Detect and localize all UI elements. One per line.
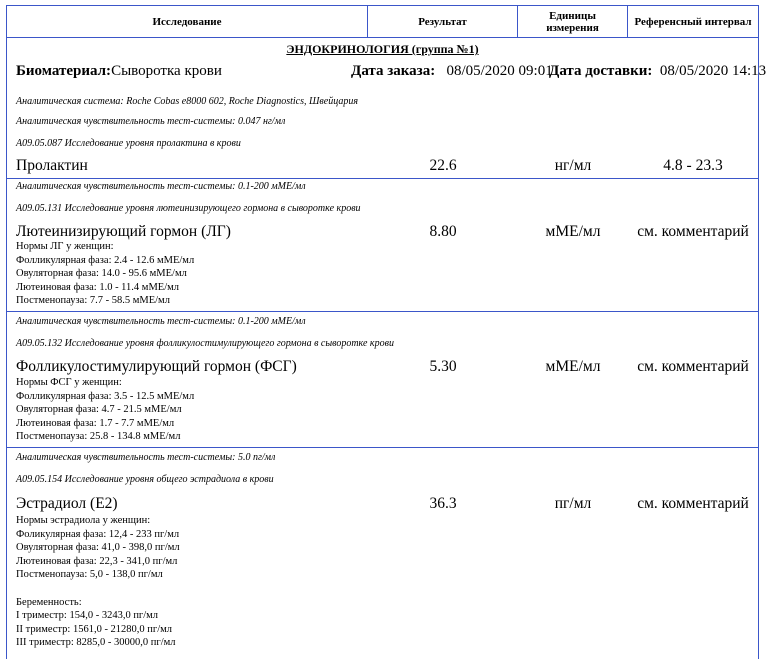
column-header-reference [628, 6, 758, 38]
note-line: Овуляторная фаза: 14.0 - 95.6 мМЕ/мл [16, 268, 187, 280]
test-code: A09.05.132 Исследование уровня фолликулостимулирующего гормона в сыворотке крови [16, 338, 394, 349]
header-reference-label: Референсный интервал [634, 15, 752, 28]
test-unit: пг/мл [554, 495, 592, 512]
analytic-system: Аналитическая система: Roche Cobas e8000 602, Roche Diagnostics, Швейцария [16, 96, 358, 107]
note-line: Постменопауза: 7.7 - 58.5 мМЕ/мл [16, 295, 170, 307]
header-units-line2: измерения [546, 21, 599, 34]
test-sensitivity: Аналитическая чувствительность тест-системы: 5.0 пг/мл [16, 452, 276, 463]
test-reference: 4.8 - 23.3 [663, 157, 723, 174]
note-line: I триместр: 154,0 - 3243,0 пг/мл [16, 610, 159, 622]
note-line: Лютеиновая фаза: 1.7 - 7.7 мМЕ/мл [16, 417, 175, 429]
note-line: Нормы ФСГ у женщин: [16, 377, 122, 388]
note-line: Беременность: [16, 596, 82, 608]
test-result-value: 8.80 [429, 223, 457, 240]
test-reference: см. комментарий [637, 223, 749, 240]
test-unit: мМЕ/мл [545, 358, 601, 375]
delivery-date-label: Дата доставки: [549, 63, 653, 79]
header-units-line1: Единицы [549, 9, 596, 22]
test-sensitivity: Аналитическая чувствительность тест-системы: 0.047 нг/мл [16, 116, 286, 127]
test-result-value: 5.30 [429, 358, 457, 375]
test-code: A09.05.131 Исследование уровня лютеинизирующего гормона в сыворотке крови [16, 203, 361, 214]
lab-report-table [6, 5, 767, 659]
group-title: ЭНДОКРИНОЛОГИЯ (группа №1) [286, 42, 479, 56]
test-notes [16, 376, 194, 444]
test-sensitivity: Аналитическая чувствительность тест-системы: 0.1-200 мМЕ/мл [16, 316, 306, 327]
note-line: III триместр: 8285,0 - 30000,0 пг/мл [16, 637, 176, 649]
note-line: Фолликулярная фаза: 2.4 - 12.6 мМЕ/мл [16, 254, 195, 266]
note-line: Фолликулярная фаза: 3.5 - 12.5 мМЕ/мл [16, 390, 195, 402]
header-units-label [546, 10, 599, 34]
header-result-label: Результат [418, 15, 467, 28]
test-name: Фолликулостимулирующий гормон (ФСГ) [16, 358, 297, 375]
column-header-study [7, 6, 368, 38]
column-header-result [368, 6, 518, 38]
test-notes [16, 514, 180, 650]
test-name: Лютеинизирующий гормон (ЛГ) [16, 223, 231, 240]
biomaterial-value: Сыворотка крови [111, 63, 222, 79]
order-date-label: Дата заказа: [351, 63, 436, 79]
header-study-label: Исследование [152, 15, 222, 28]
row-divider [7, 178, 758, 179]
delivery-date-value: 08/05/2020 14:13 [659, 63, 767, 79]
biomaterial [16, 63, 222, 80]
order-date [351, 63, 553, 80]
note-line: Нормы ЛГ у женщин: [16, 241, 114, 252]
row-divider [7, 311, 758, 312]
order-date-value: 08/05/2020 09:01 [446, 63, 553, 79]
note-line: Постменопауза: 25.8 - 134.8 мМЕ/мл [16, 431, 181, 443]
biomaterial-label: Биоматериал: [16, 63, 112, 79]
note-line: Постменопауза: 5,0 - 138,0 пг/мл [16, 569, 163, 581]
test-result-value: 36.3 [429, 495, 457, 512]
note-line: Лютеиновая фаза: 1.0 - 11.4 мМЕ/мл [16, 281, 179, 293]
note-line: Овуляторная фаза: 4.7 - 21.5 мМЕ/мл [16, 404, 182, 416]
test-reference: см. комментарий [637, 495, 749, 512]
note-line: Фоликулярная фаза: 12,4 - 233 пг/мл [16, 528, 180, 540]
test-unit: нг/мл [554, 157, 592, 174]
test-unit: мМЕ/мл [545, 223, 601, 240]
test-name: Пролактин [16, 157, 88, 174]
row-divider [7, 447, 758, 448]
test-sensitivity: Аналитическая чувствительность тест-системы: 0.1-200 мМЕ/мл [16, 181, 306, 192]
note-line: Нормы эстрадиола у женщин: [16, 515, 151, 526]
test-result-value: 22.6 [429, 157, 457, 174]
column-header-units [518, 6, 628, 38]
test-notes [16, 240, 194, 308]
note-line: II триместр: 1561,0 - 21280,0 пг/мл [16, 623, 173, 635]
test-reference: см. комментарий [637, 358, 749, 375]
test-code: A09.05.087 Исследование уровня пролактина в крови [16, 138, 241, 149]
test-name: Эстрадиол (Е2) [16, 495, 118, 512]
note-line: Овуляторная фаза: 41,0 - 398,0 пг/мл [16, 542, 180, 554]
note-line: Лютеиновая фаза: 22,3 - 341,0 пг/мл [16, 555, 178, 567]
delivery-date [549, 63, 766, 80]
note-line [16, 582, 180, 596]
test-code: A09.05.154 Исследование уровня общего эстрадиола в крови [16, 474, 274, 485]
